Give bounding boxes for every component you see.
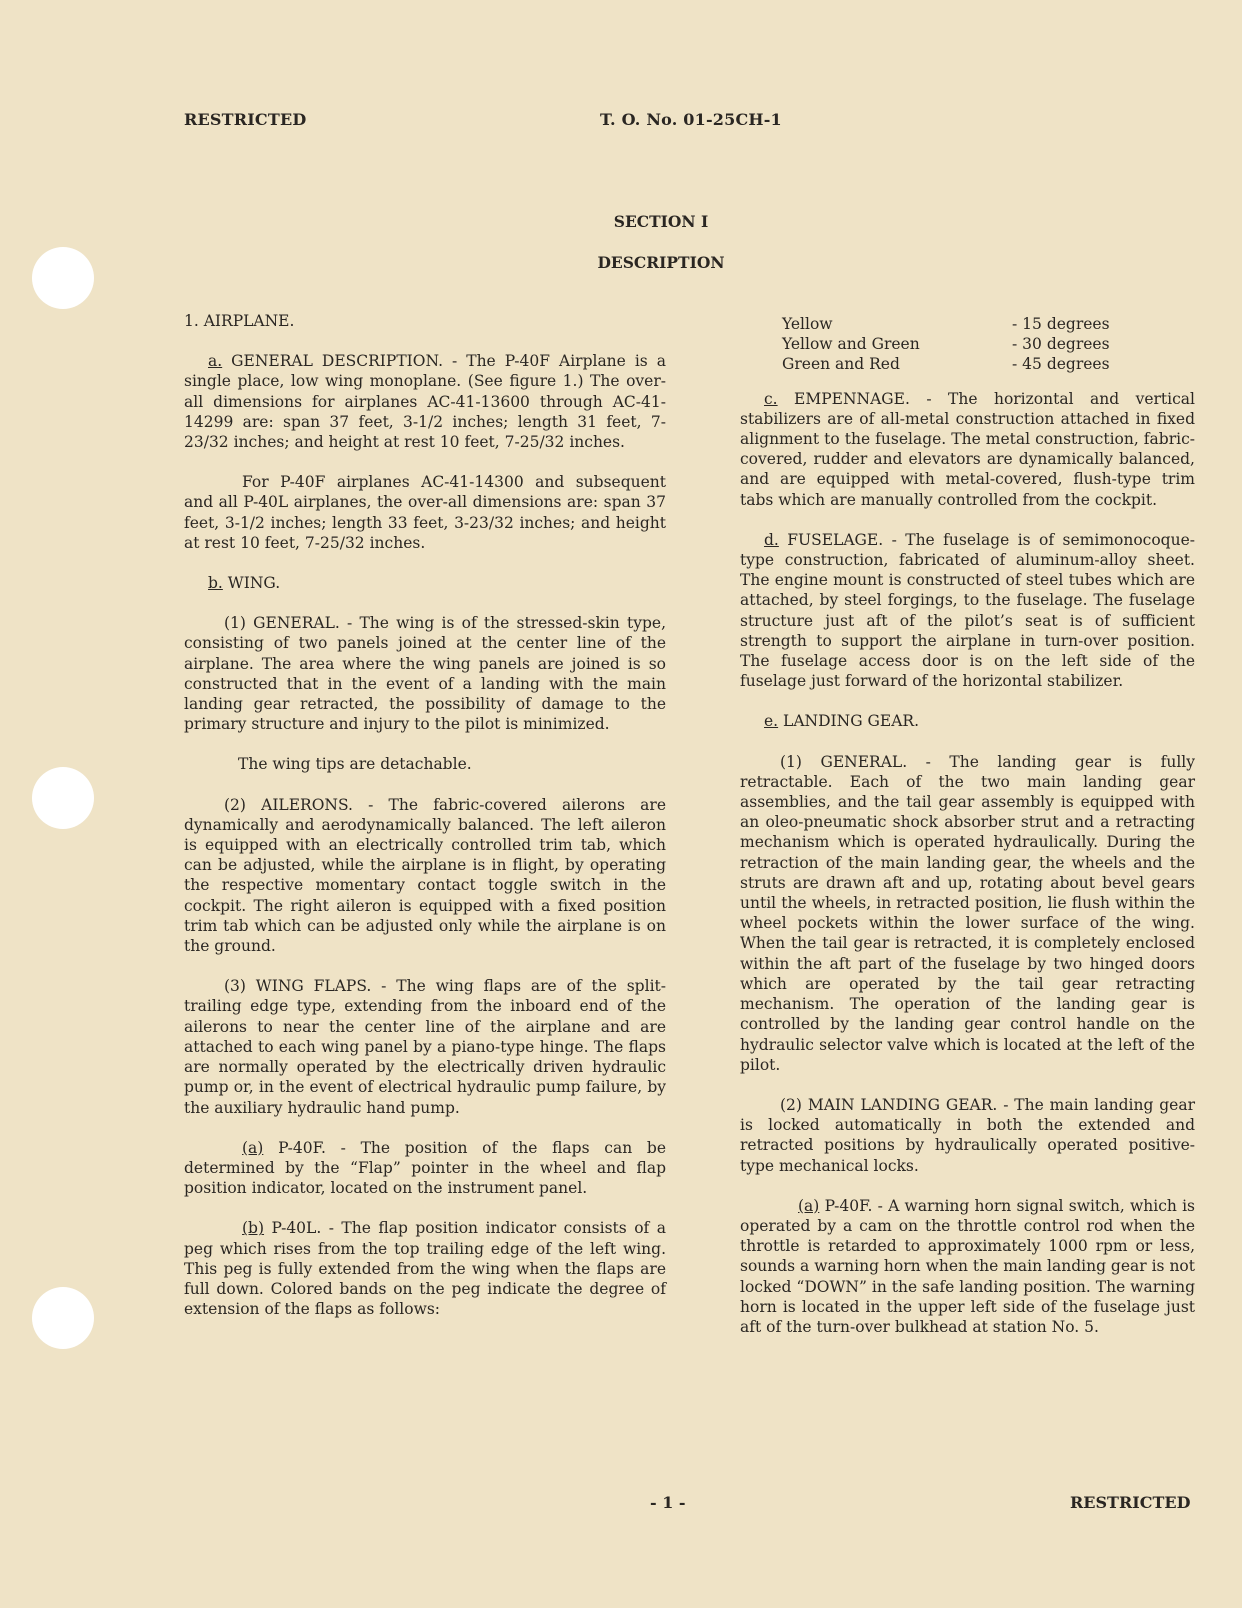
header-restricted: RESTRICTED [184,110,307,129]
band-color: Yellow and Green [782,335,920,354]
para-flaps-p40l: (b) P-40L. - The flap position indicator consists of a peg which rises from the top trailing edge of the left wing. This peg is fully extended from the wing when the flaps are full down. Colored bands on the peg indicate the degree of extension of the flaps as follows: [184,1219,666,1319]
band-color: Yellow [782,315,833,333]
page-number: - 1 - [650,1493,686,1512]
section-number: SECTION I [613,212,709,231]
para-flaps-p40f: (a) P-40F. - The position of the flaps can be determined by the “Flap” pointer in the wheel and flap position indicator, located on the instrument panel. [184,1138,666,1198]
right-column [740,314,1195,1357]
para-empennage: c. EMPENNAGE. - The horizontal and vertical stabilizers are of all-metal construction attached in fixed alignment to the fuselage. The metal construction, fabric-covered, rudder and elevators are dynamically balanced, and are equipped with metal-covered, flush-type trim tabs which are manually controlled from the cockpit. [740,389,1195,509]
band-degrees: - 45 degrees [1012,355,1110,374]
heading-airplane: 1. AIRPLANE. [184,312,295,330]
para-wing-tips: The wing tips are detachable. [238,755,472,774]
flap-band-table [782,314,1195,375]
heading-landing-gear: e. LANDING GEAR. [764,712,920,731]
para-main-landing-gear: (2) MAIN LANDING GEAR. - The main landing gear is locked automatically in both the extended and retracted positions by hydraulically operated positive-type mechanical locks. [740,1095,1195,1175]
header-to-number: T. O. No. 01-25CH-1 [600,110,782,129]
para-warning-horn: (a) P-40F. - A warning horn signal switch, which is operated by a cam on the throttle control rod when the throttle is retarded to approximately 1000 rpm or less, sounds a warning horn when the main landing gear is not locked “DOWN” in the safe landing position. The warning horn is located in the upper left side of the fuselage just aft of the turn-over bulkhead at station No. 5. [740,1196,1196,1336]
section-title: DESCRIPTION [597,253,725,272]
heading-wing: b. WING. [208,574,281,593]
binder-hole-bottom [32,1287,94,1349]
binder-hole-middle [32,767,94,829]
para-ailerons: (2) AILERONS. - The fabric-covered ailerons are dynamically and aerodynamically balanced. The left aileron is equipped with an electrically controlled trim tab, which can be adjusted, while the airplane is in flight, by operating the respective momentary contact toggle switch in the cockpit. The right aileron is equipped with a fixed position trim tab which can be adjusted only while the airplane is on the ground. [184,795,666,956]
para-fuselage: d. FUSELAGE. - The fuselage is of semimonocoque-type construction, fabricated of aluminum-alloy sheet. The engine mount is constructed of steel tubes which are attached, by steel forgings, to the fuselage. The fuselage structure just aft of the pilot’s seat is of sufficient strength to support the airplane in turn-over position. The fuselage access door is on the left side of the fuselage just forward of the horizontal stabilizer. [740,530,1195,691]
band-color: Green and Red [782,355,900,374]
para-general-description: a. GENERAL DESCRIPTION. - The P-40F Airplane is a single place, low wing monoplane. (See figure 1.) The over-all dimensions for airplanes AC-41-13600 through AC-41-14299 are: span 37 feet, 3-1/2 inches; length 31 feet, 7-23/32 inches; and height at rest 10 feet, 7-25/32 inches. [184,352,666,452]
para-wing-general: (1) GENERAL. - The wing is of the stressed-skin type, consisting of two panels joined at the center line of the airplane. The area where the wing panels are joined is so constructed that in the event of a landing with the main landing gear retracted, the possibility of damage to the primary structure and injury to the pilot is minimized. [184,614,666,734]
para-landing-gear-general: (1) GENERAL. - The landing gear is fully retractable. Each of the two main landing gear assemblies, and the tail gear assembly is equipped with an oleo-pneumatic shock absorber strut and a retracting mechanism which is operated hydraulically. During the retraction of the main landing gear, the wheels and the struts are drawn aft and up, rotating about bevel gears until the wheels, in retracted position, lie flush within the wheel pockets within the lower surface of the wing. When the tail gear is retracted, it is completely enclosed within the aft part of the fuselage by two hinged doors which are operated by the tail gear retracting mechanism. The operation of the landing gear is controlled by the landing gear control handle on the hydraulic selector valve which is located at the left of the pilot. [740,752,1195,1074]
left-column [184,311,666,1339]
para-dimensions-later: For P-40F airplanes AC-41-14300 and subsequent and all P-40L airplanes, the over-all dimensions are: span 37 feet, 3-1/2 inches; length 33 feet, 3-23/32 inches; and height at rest 10 feet, 7-25/32 inches. [184,473,666,552]
footer-restricted: RESTRICTED [1070,1493,1191,1512]
band-degrees: - 15 degrees [1012,315,1110,333]
band-degrees: - 30 degrees [1012,335,1110,354]
para-wing-flaps: (3) WING FLAPS. - The wing flaps are of the split-trailing edge type, extending from the inboard end of the ailerons to near the center line of the airplane and are attached to each wing panel by a piano-type hinge. The flaps are normally operated by the electrically driven hydraulic pump or, in the event of electrical hydraulic pump failure, by the auxiliary hydraulic hand pump. [184,977,666,1117]
